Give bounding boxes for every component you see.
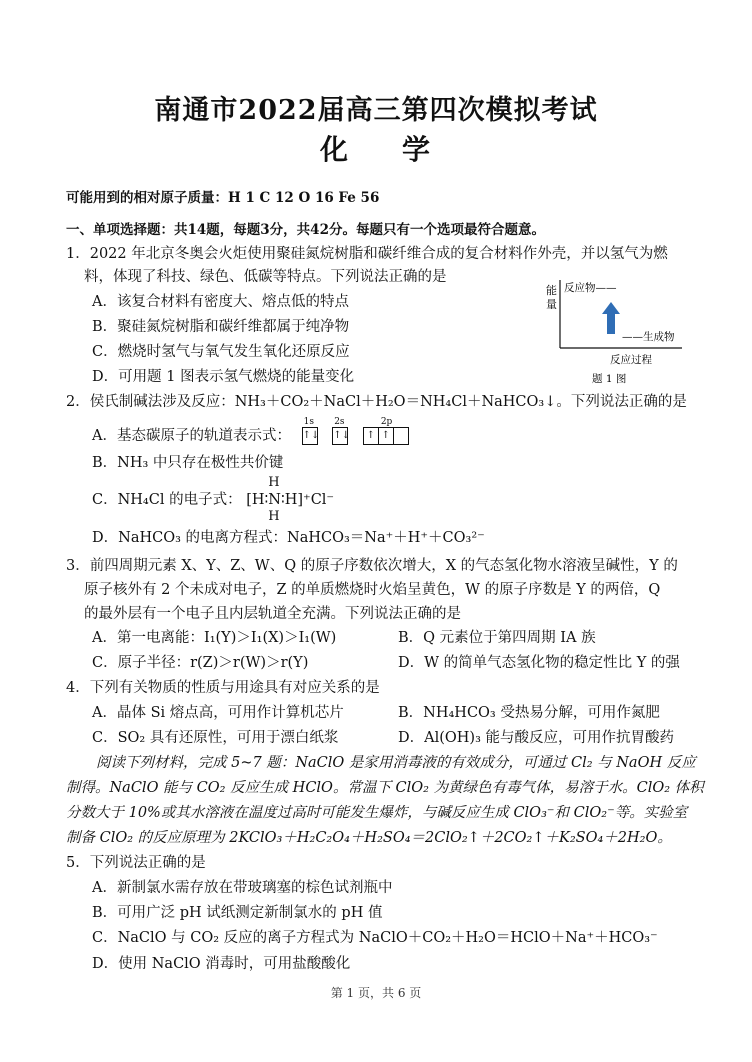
q1-option-d: D．可用题 1 图表示氢气燃烧的能量变化	[92, 369, 355, 385]
figure-caption: 题 1 图	[592, 373, 627, 385]
orbital-label-2s: 2s	[334, 417, 345, 427]
x-axis-label: 反应过程	[610, 354, 652, 366]
q4-option-b: B．NH₄HCO₃ 受热易分解，可用作氮肥	[398, 705, 660, 721]
q5-option-d: D．使用 NaClO 消毒时，可用盐酸酸化	[92, 956, 351, 972]
q2-option-a-text: A．基态碳原子的轨道表示式：	[92, 428, 291, 444]
orbital-label-2p: 2p	[380, 417, 393, 427]
q3-option-b: B．Q 元素位于第四周期 IA 族	[398, 630, 596, 646]
electron-formula-h-top: H	[268, 475, 280, 490]
q2-option-c	[92, 475, 335, 524]
electron-formula-h-bottom: H	[268, 509, 280, 524]
reading-line-1: 阅读下列材料，完成 5~7 题：NaClO 是家用消毒液的有效成分，可通过 Cl₂ 与 NaOH 反应	[96, 755, 696, 771]
reading-line-2: 制得。NaClO 能与 CO₂ 反应生成 HClO。常温下 ClO₂ 为黄绿色有毒气体，易溶于水。ClO₂ 体积	[66, 780, 704, 796]
orbital-label-1s: 1s	[303, 417, 314, 427]
q1-stem-line-2: 料，体现了科技、绿色、低碳等特点。下列说法正确的是	[84, 269, 447, 285]
exam-title: 南通市2022届高三第四次模拟考试	[154, 95, 598, 126]
orbital-2p	[363, 417, 409, 446]
q4-option-a: A．晶体 Si 熔点高，可用作计算机芯片	[92, 705, 344, 721]
subject-title	[0, 128, 752, 168]
q3-option-c: C．原子半径：r(Z)＞r(W)＞r(Y)	[92, 655, 309, 671]
q5-option-c: C．NaClO 与 CO₂ 反应的离子方程式为 NaClO＋CO₂＋H₂O＝HClO＋Na⁺＋HCO₃⁻	[92, 930, 658, 946]
orbital-2s	[332, 417, 350, 446]
q1-option-b: B．聚硅氮烷树脂和碳纤维都属于纯净物	[92, 319, 350, 335]
q5-option-b: B．可用广泛 pH 试纸测定新制氯水的 pH 值	[92, 905, 383, 921]
q4-stem: 4．下列有关物质的性质与用途具有对应关系的是	[66, 680, 380, 696]
q1-stem-line-1: 1．2022 年北京冬奥会火炬使用聚硅氮烷树脂和碳纤维合成的复合材料作外壳，并以氢气为燃	[66, 246, 668, 262]
q3-stem-line-2: 原子核外有 2 个未成对电子，Z 的单质燃烧时火焰呈黄色，W 的原子序数是 Y 的两倍，Q	[84, 582, 661, 598]
orbital-1s	[302, 417, 320, 446]
q3-stem-line-3: 的最外层有一个电子且内层轨道全充满。下列说法正确的是	[84, 606, 461, 622]
q2-option-c-text: C．NH₄Cl 的电子式：	[92, 492, 242, 508]
energy-arrow-icon	[602, 302, 620, 334]
subject-char-1: 化	[319, 133, 350, 166]
orbital-box-2p-3	[394, 427, 409, 445]
q2-option-a	[92, 417, 409, 446]
orbital-box-2p-1: ↑	[363, 427, 379, 445]
subject-char-2: 学	[402, 133, 433, 166]
reactant-label: 反应物——	[564, 282, 617, 294]
q2-option-d: D．NaHCO₃ 的电离方程式：NaHCO₃＝Na⁺＋H⁺＋CO₃²⁻	[92, 530, 485, 546]
orbital-box-1s: ↑↓	[302, 427, 318, 445]
page-footer: 第 1 页，共 6 页	[330, 986, 422, 1000]
electron-formula-main: [H∶N∶H]⁺Cl⁻	[246, 492, 335, 508]
q1-option-c: C．燃烧时氢气与氧气发生氧化还原反应	[92, 344, 350, 360]
y-label-1: 能	[546, 284, 557, 297]
product-label: ——生成物	[622, 331, 675, 343]
orbital-box-2s: ↑↓	[332, 427, 348, 445]
electron-formula	[246, 475, 335, 524]
q4-option-c: C．SO₂ 具有还原性，可用于漂白纸浆	[92, 730, 339, 746]
q3-option-d: D．W 的简单气态氢化物的稳定性比 Y 的强	[398, 655, 680, 671]
q2-stem: 2．侯氏制碱法涉及反应：NH₃＋CO₂＋NaCl＋H₂O＝NH₄Cl＋NaHCO₃↓。下列说法正确的是	[66, 394, 687, 410]
q3-option-a: A．第一电离能：I₁(Y)＞I₁(X)＞I₁(W)	[92, 630, 337, 646]
q2-option-b: B．NH₃ 中只存在极性共价键	[92, 455, 284, 471]
q1-option-a: A．该复合材料有密度大、熔点低的特点	[92, 294, 349, 310]
reading-line-3: 分数大于 10%或其水溶液在温度过高时可能发生爆炸，与碱反应生成 ClO₃⁻和 ClO₂⁻等。实验室	[66, 805, 688, 821]
q1-energy-diagram	[540, 276, 690, 388]
q5-stem: 5．下列说法正确的是	[66, 855, 206, 871]
orbital-box-2p-2: ↑	[379, 427, 394, 445]
reading-line-4: 制备 ClO₂ 的反应原理为 2KClO₃＋H₂C₂O₄＋H₂SO₄＝2ClO₂↑＋2CO₂↑＋K₂SO₄＋2H₂O。	[66, 830, 672, 846]
q4-option-d: D．Al(OH)₃ 能与酸反应，可用作抗胃酸药	[398, 730, 675, 746]
section-1-heading: 一、单项选择题：共14题，每题3分，共42分。每题只有一个选项最符合题意。	[66, 222, 545, 238]
energy-diagram-svg	[540, 276, 690, 388]
q3-stem-line-1: 3．前四周期元素 X、Y、Z、W、Q 的原子序数依次增大，X 的气态氢化物水溶液呈碱性，Y 的	[66, 558, 678, 574]
atomic-mass-line: 可能用到的相对原子质量：H 1 C 12 O 16 Fe 56	[66, 190, 380, 206]
q5-option-a: A．新制氯水需存放在带玻璃塞的棕色试剂瓶中	[92, 880, 393, 896]
y-label-2: 量	[546, 298, 557, 311]
